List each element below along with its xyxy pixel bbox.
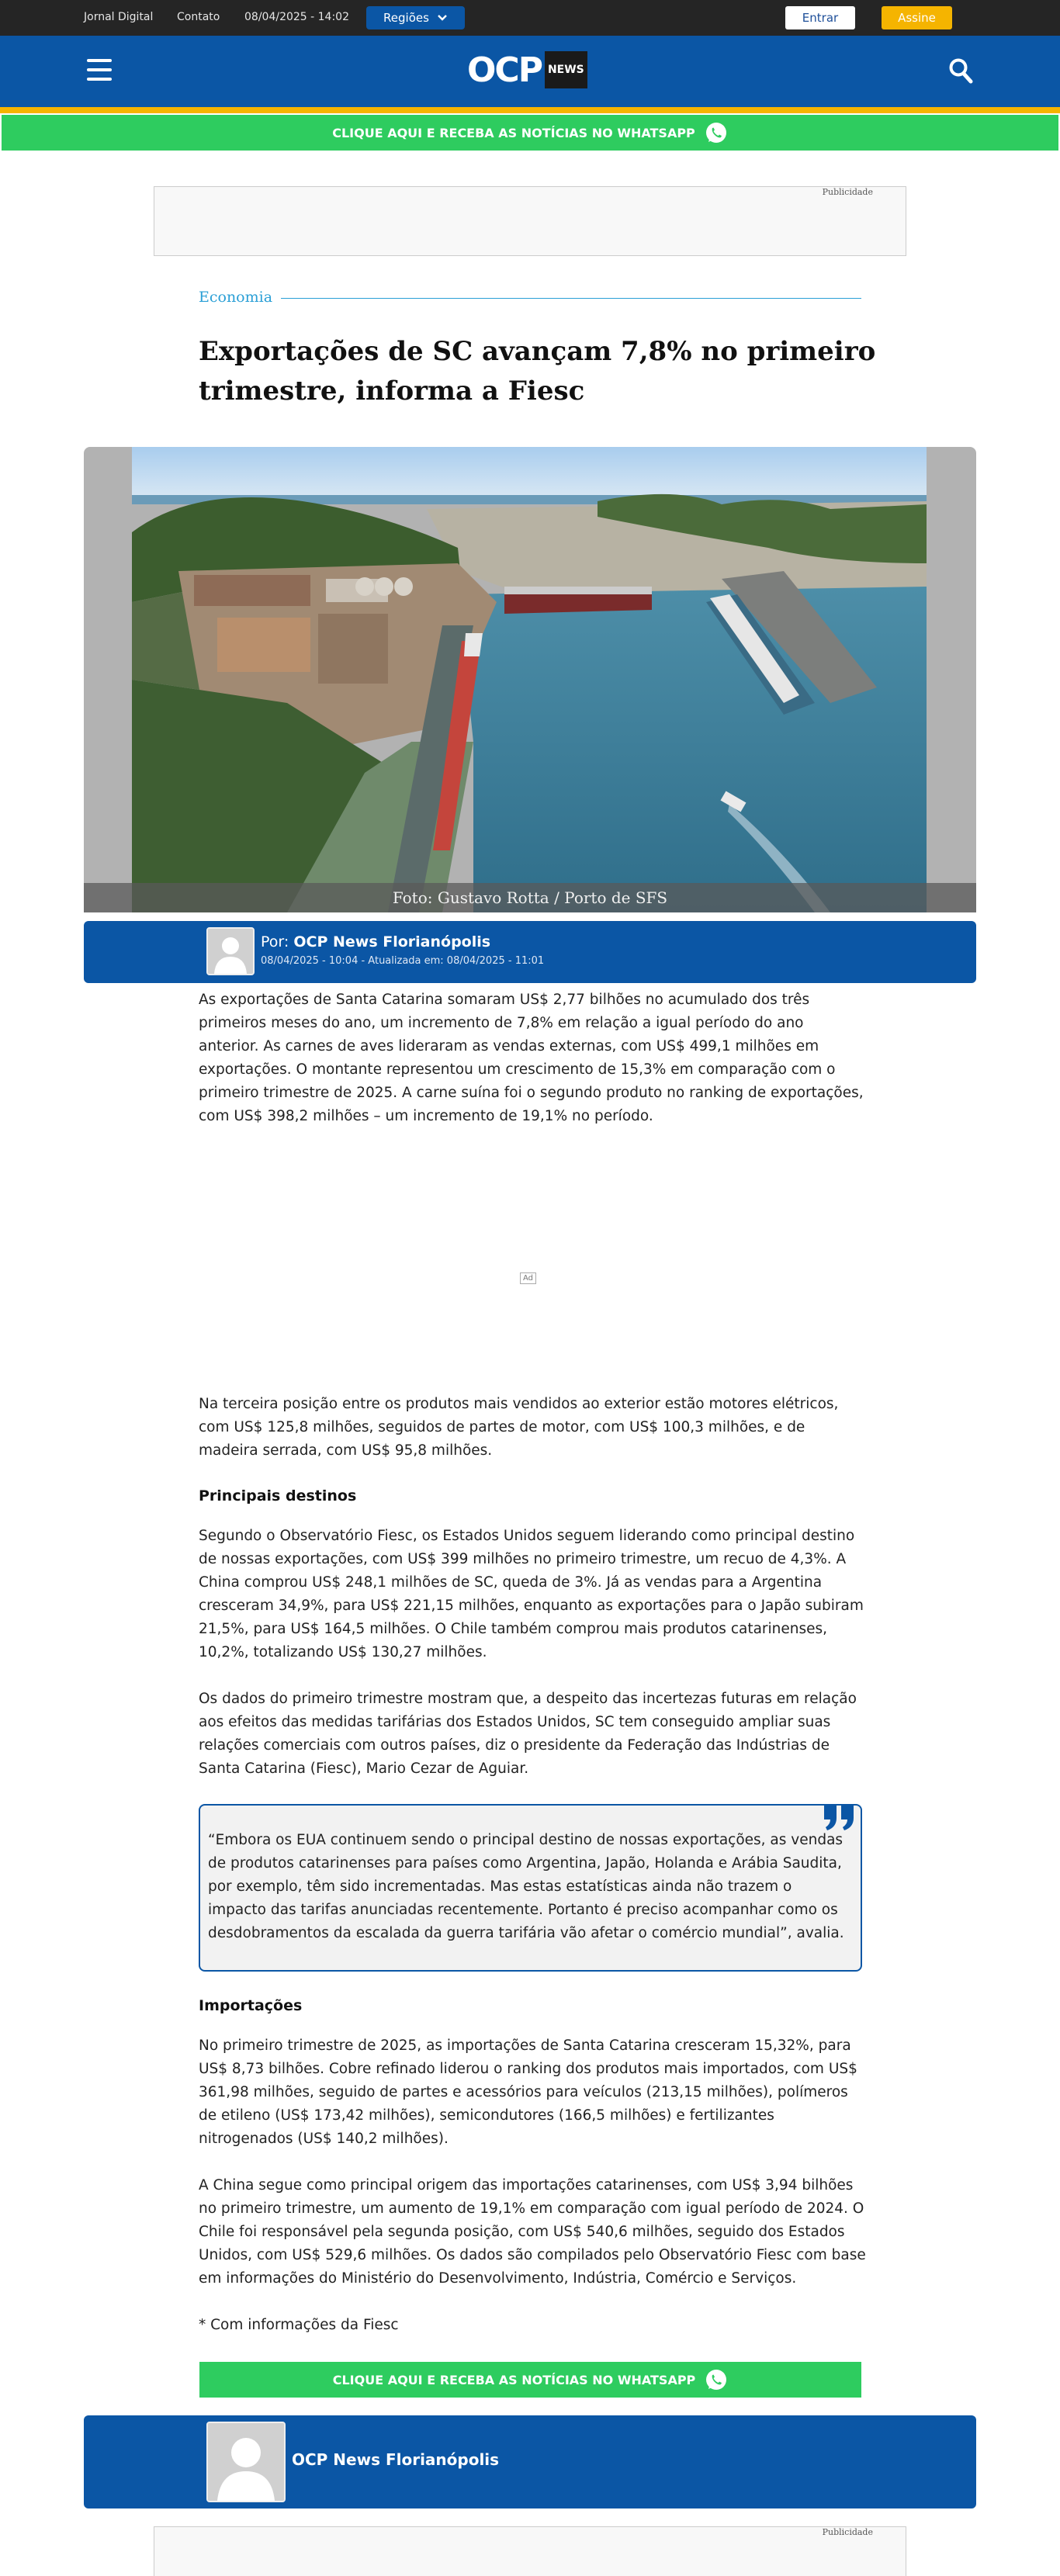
user-placeholder-icon [208, 929, 253, 974]
pull-quote-text: “Embora os EUA continuem sendo o principal destino de nossas exportações, as vendas de produtos catarinenses para países como Argentina, Japão, Holanda e Arábia Saudita, por exemplo, têm sido incrementadas. Mas estas estatísticas ainda não trazem o impacto das tarifas anunciadas recentemente. Portanto é preciso acompanhar como os desdobramentos da escalada da guerra tarifária vão afetar o comércio mundial”, avalia. [208, 1832, 844, 1941]
article-paragraph-1: As exportações de Santa Catarina somaram US$ 2,77 bilhões no acumulado dos três primeiros meses do ano, um incremento de 7,8% em relação a igual período do ano anterior. As carnes de aves lideraram as vendas externas, com US$ 499,1 milhões em exportações. O montante representou um crescimento de 15,3% em comparação com o primeiro trimestre de 2025. A carne suína foi o segundo produto no ranking de exportações, com US$ 398,2 milhões – um incremento de 19,1% no período. [199, 992, 864, 1124]
article-paragraph-6: A China segue como principal origem das importações catarinenses, com US$ 3,94 bilhões no primeiro trimestre, um aumento de 19,1% em comparação com igual período de 2024. O Chile foi responsável pela segunda posição, com US$ 540,6 milhões, seguido dos Estados Unidos, com US$ 529,6 milhões. Os dados são compilados pelo Observatório Fiesc com base em informações do Ministério do Desenvolvimento, Indústria, Comércio e Serviços. [199, 2177, 866, 2287]
ad-slot-bottom[interactable] [154, 2526, 906, 2576]
contato-link[interactable]: Contato [177, 11, 220, 23]
jornal-digital-link[interactable]: Jornal Digital [84, 11, 154, 23]
site-header [0, 36, 1060, 107]
pull-quote [199, 1804, 862, 1972]
article-paragraph-2: Na terceira posição entre os produtos mais vendidos ao exterior estão motores elétricos, com US$ 125,8 milhões, seguidos de partes de motor, com US$ 100,3 milhões, e de madeira serrada, com US$ 95,8 milhões. [199, 1396, 839, 1459]
article-paragraph-3: Segundo o Observatório Fiesc, os Estados Unidos seguem liderando como principal destino de nossas exportações, com US$ 399 milhões no primeiro trimestre, um recuo de 4,3%. A China comprou US$ 248,1 milhões de SC, queda de 3%. Já as vendas para a Argentina cresceram 34,9%, para US$ 221,15 milhões, enquanto as exportações para o Japão subiram 21,5%, para US$ 164,5 milhões. O Chile também comprou mais produtos catarinenses, 10,2%, totalizando US$ 130,27 milhões. [199, 1528, 864, 1660]
subhead-principais-destinos: Principais destinos [199, 1487, 357, 1504]
ad-label: Publicidade [822, 2527, 873, 2537]
site-logo[interactable] [467, 48, 587, 92]
header-accent-line [0, 107, 1060, 113]
assine-button[interactable]: Assine [882, 6, 952, 29]
regioes-dropdown[interactable] [366, 6, 465, 29]
regioes-label: Regiões [383, 11, 429, 25]
article-paragraph-5: No primeiro trimestre de 2025, as importações de Santa Catarina cresceram 15,32%, para US$ 8,73 bilhões. Cobre refinado liderou o ranking dos produtos mais importados, com US$ 361,98 milhões, seguido de partes e acessórios para veículos (213,15 milhões), polímeros de etileno (US$ 173,42 milhões), semicondutores (166,5 milhões) e fertilizantes nitrogenados (US$ 140,2 milhões). [199, 2038, 857, 2147]
whatsapp-icon [705, 121, 728, 144]
search-icon[interactable] [948, 57, 973, 84]
article-paragraph-7: * Com informações da Fiesc [199, 2317, 399, 2333]
article-paragraph-4: Os dados do primeiro trimestre mostram que, a despeito das incertezas futuras em relação aos efeitos das medidas tarifárias dos Estados Unidos, SC tem conseguido ampliar suas relações comerciais com outros países, diz o presidente da Federação das Indústrias de Santa Catarina (Fiesc), Mario Cezar de Aguiar. [199, 1691, 857, 1777]
author-box-avatar[interactable] [206, 2422, 286, 2502]
ad-slot-top[interactable] [154, 186, 906, 256]
chevron-down-icon [437, 14, 448, 22]
whatsapp-banner-label: CLIQUE AQUI E RECEBA AS NOTÍCIAS NO WHATSAPP [332, 2372, 696, 2387]
ad-label: Publicidade [822, 187, 873, 197]
photo-caption: Foto: Gustavo Rotta / Porto de SFS [84, 883, 976, 912]
author-byline [261, 933, 490, 950]
entrar-button[interactable]: Entrar [785, 6, 855, 29]
whatsapp-icon [705, 2368, 728, 2391]
user-placeholder-icon [208, 2423, 284, 2501]
subhead-importacoes: Importações [199, 1997, 303, 2014]
author-box [84, 2415, 976, 2508]
port-aerial-photo[interactable] [132, 447, 927, 912]
menu-icon[interactable] [87, 59, 112, 81]
top-bar [0, 0, 1060, 36]
logo-ocp-text: OCP [467, 50, 542, 90]
whatsapp-banner-top[interactable] [2, 115, 1058, 151]
article-photo-container [84, 447, 976, 912]
ad-tag[interactable]: Ad [520, 1272, 536, 1284]
author-name-link[interactable]: OCP News Florianópolis [293, 933, 491, 950]
author-prefix: Por: [261, 933, 289, 950]
current-datetime: 08/04/2025 - 14:02 [244, 11, 349, 23]
category-link[interactable]: Economia [199, 289, 273, 306]
author-bar [84, 921, 976, 983]
quote-icon [821, 1801, 858, 1832]
article-title: Exportações de SC avançam 7,8% no primeiro trimestre, informa a Fiesc [199, 336, 876, 407]
category-divider [281, 298, 861, 299]
whatsapp-banner-label: CLIQUE AQUI E RECEBA AS NOTÍCIAS NO WHATSAPP [332, 125, 695, 140]
logo-news-text: NEWS [545, 51, 587, 88]
author-avatar[interactable] [206, 927, 255, 975]
article-dates: 08/04/2025 - 10:04 - Atualizada em: 08/04/2025 - 11:01 [261, 955, 545, 967]
author-box-name-link[interactable]: OCP News Florianópolis [292, 2450, 500, 2469]
whatsapp-banner-bottom[interactable] [199, 2362, 861, 2398]
